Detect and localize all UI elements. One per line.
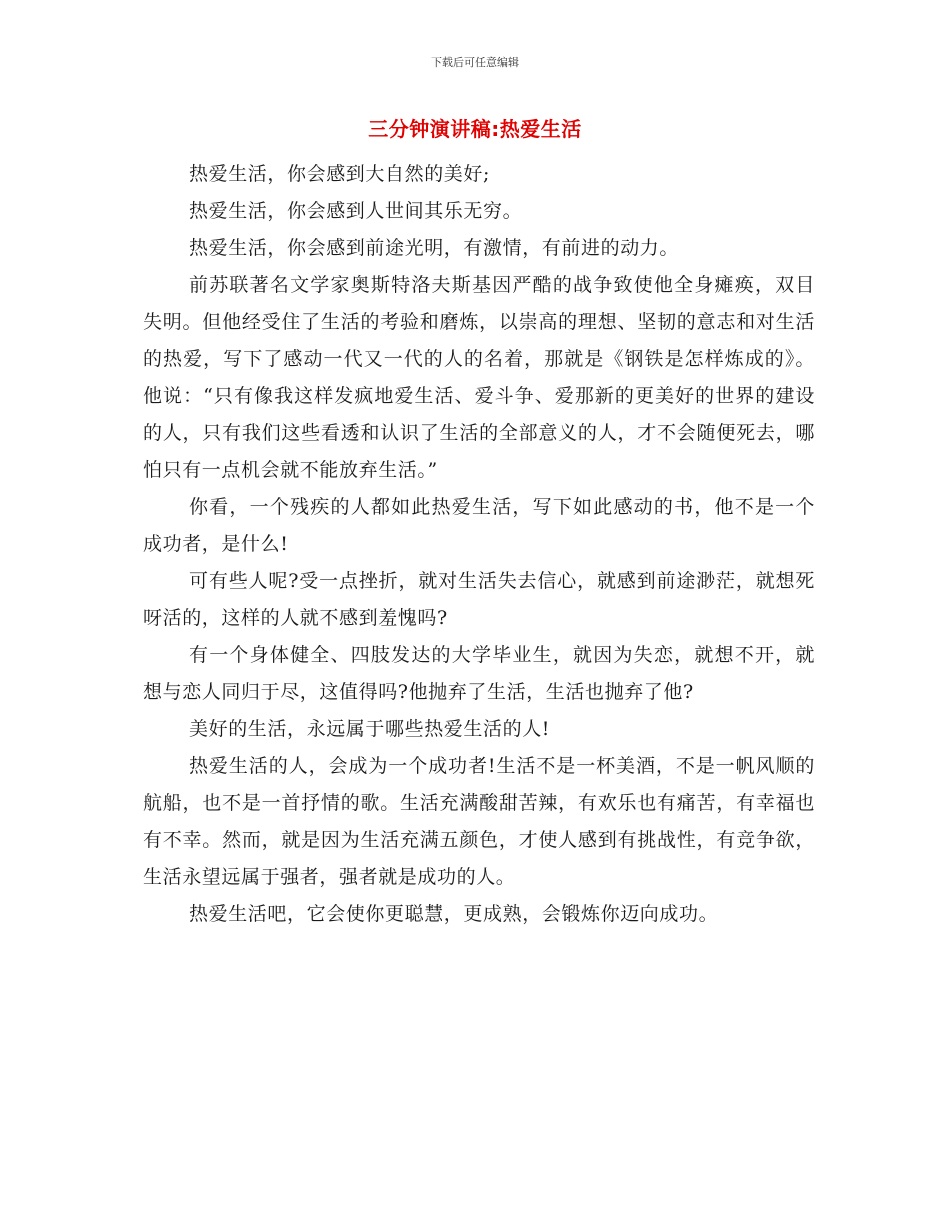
paragraph-6: 可有些人呢?受一点挫折，就对生活失去信心，就感到前途渺茫，就想死呀活的，这样的人就不感到羞愧吗? bbox=[143, 570, 815, 629]
header-note: 下载后可任意编辑 bbox=[431, 56, 519, 69]
page-title: 三分钟演讲稿:热爱生活 bbox=[368, 117, 582, 141]
paragraph-7: 有一个身体健全、四肢发达的大学毕业生，就因为失恋，就想不开，就想与恋人同归于尽，这值得吗?他抛弃了生活，生活也抛弃了他? bbox=[143, 644, 815, 703]
paragraph-9: 热爱生活的人，会成为一个成功者!生活不是一杯美酒，不是一帆风顺的航船，也不是一首抒情的歌。生活充满酸甜苦辣，有欢乐也有痛苦，有幸福也有不幸。然而，就是因为生活充满五颜色，才使人感到有挑战性，有竞争欲，生活永望远属于强者，强者就是成功的人。 bbox=[143, 755, 815, 888]
paragraph-4: 前苏联著名文学家奥斯特洛夫斯基因严酷的战争致使他全身瘫痪，双目失明。但他经受住了生活的考验和磨炼，以崇高的理想、坚韧的意志和对生活的热爱，写下了感动一代又一代的人的名着，那就是《钢铁是怎样炼成的》。他说：“只有像我这样发疯地爱生活、爱斗争、爱那新的更美好的世界的建设的人，只有我们这些看透和认识了生活的全部意义的人，才不会随便死去，哪怕只有一点机会就不能放弃生活。” bbox=[143, 274, 815, 481]
document-body bbox=[143, 156, 815, 933]
paragraph-10: 热爱生活吧，它会使你更聪慧，更成熟，会锻炼你迈向成功。 bbox=[189, 903, 719, 925]
paragraph-1: 热爱生活，你会感到大自然的美好; bbox=[189, 163, 491, 185]
paragraph-5: 你看，一个残疾的人都如此热爱生活，写下如此感动的书，他不是一个成功者，是什么! bbox=[143, 496, 815, 555]
paragraph-3: 热爱生活，你会感到前途光明，有激情，有前进的动力。 bbox=[189, 237, 680, 259]
paragraph-2: 热爱生活，你会感到人世间其乐无穷。 bbox=[189, 200, 523, 222]
paragraph-8: 美好的生活，永远属于哪些热爱生活的人! bbox=[189, 718, 551, 740]
